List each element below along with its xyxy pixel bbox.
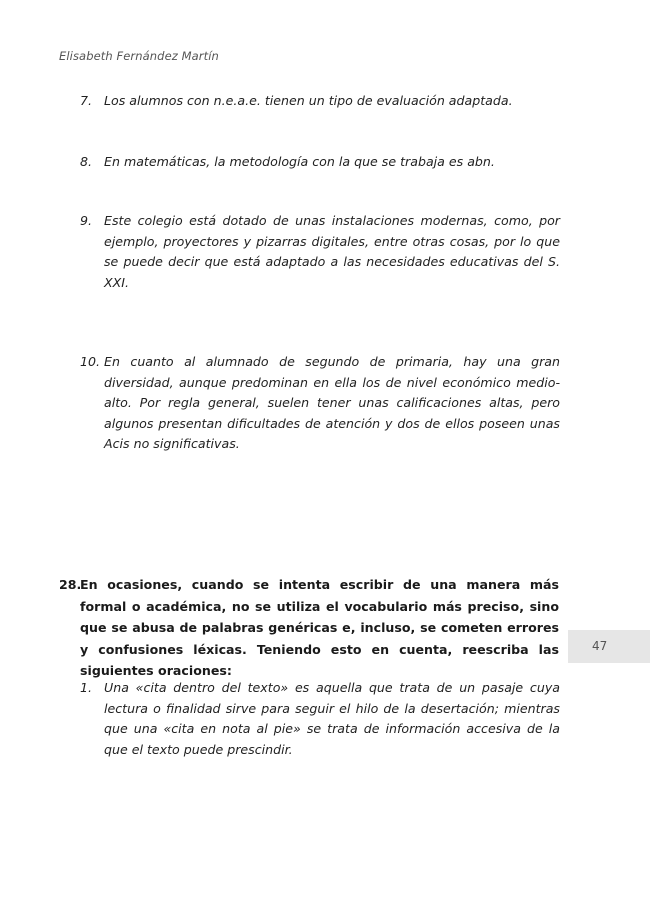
item-text: Los alumnos con n.e.a.e. tienen un tipo de evaluación adaptada. bbox=[104, 93, 513, 108]
list-item bbox=[80, 211, 560, 293]
item-number: 7. bbox=[80, 93, 93, 108]
item-text: En cuanto al alumnado de segundo de primaria, hay una gran diversidad, aunque predominan en ella los de nivel económico medio-alto. Por regla general, suelen tener unas calificaciones altas, pero algunos presentan dificultades de atención y dos de ellos poseen unas Acis no significativas. bbox=[104, 354, 560, 451]
item-number: 1. bbox=[80, 680, 93, 695]
item-text: Una «cita dentro del texto» es aquella que trata de un pasaje cuya lectura o finalidad sirve para seguir el hilo de la desertación; mientras que una «cita en nota al pie» se trata de información accesiva de la que el texto puede prescindir. bbox=[104, 680, 560, 757]
list-item bbox=[80, 352, 560, 455]
item-number: 10. bbox=[80, 354, 101, 369]
item-text: En matemáticas, la metodología con la que se trabaja es abn. bbox=[104, 154, 495, 169]
list-item bbox=[80, 152, 560, 173]
list-item bbox=[80, 91, 560, 112]
exercise-text: En ocasiones, cuando se intenta escribir de una manera más formal o académica, no se utiliza el vocabulario más preciso, sino que se abusa de palabras genéricas e, incluso, se cometen errores y confusiones léxicas. Teniendo esto en cuenta, reescriba las siguientes oraciones: bbox=[80, 577, 559, 678]
exercise-number: 28. bbox=[59, 577, 82, 592]
item-number: 8. bbox=[80, 154, 93, 169]
running-header: Elisabeth Fernández Martín bbox=[59, 49, 219, 63]
list-item bbox=[80, 678, 560, 760]
page-number-tab bbox=[568, 630, 650, 663]
item-number: 9. bbox=[80, 213, 93, 228]
exercise-prompt bbox=[59, 574, 559, 682]
item-text: Este colegio está dotado de unas instalaciones modernas, como, por ejemplo, proyectores y pizarras digitales, entre otras cosas, por lo que se puede decir que está adaptado a las necesidades educativas del S. XXI. bbox=[104, 213, 560, 290]
page-number: 47 bbox=[592, 639, 608, 653]
